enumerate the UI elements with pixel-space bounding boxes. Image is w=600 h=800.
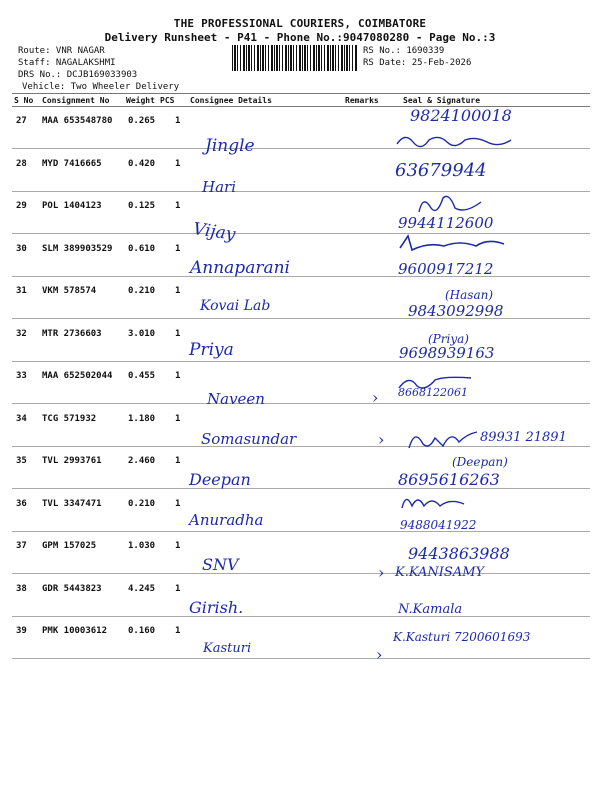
row-pcs: 1 — [175, 583, 181, 594]
row-weight: 0.420 — [128, 158, 156, 169]
barcode — [232, 45, 358, 71]
row-weight: 3.010 — [128, 328, 156, 339]
row-divider — [12, 488, 590, 489]
row-sno: 29 — [16, 201, 27, 211]
row-sno: 28 — [16, 158, 27, 169]
hw-name-12: Kasturi — [203, 641, 252, 656]
hw-phone-3: 9600917212 — [398, 260, 494, 278]
row-sno: 38 — [16, 583, 27, 594]
row-consignment-no: GPM 157025 — [42, 541, 97, 551]
row-divider — [12, 573, 590, 574]
table-row — [0, 193, 600, 233]
table-row — [0, 448, 600, 488]
row-weight: 1.030 — [128, 541, 156, 551]
hw-name-6: Naveen — [207, 390, 265, 408]
runsheet-subtitle: Delivery Runsheet - P41 - Phone No.:9047080280 - Page No.:3 — [104, 31, 496, 44]
row-pcs: 1 — [175, 286, 181, 296]
row-sno: 36 — [16, 498, 27, 509]
hw-name-2: Vijay — [191, 219, 237, 245]
row-divider — [12, 361, 590, 362]
vehicle-label: Vehicle: Two Wheeler Delivery — [22, 82, 180, 92]
table-row — [0, 533, 600, 573]
hw-note-0: (Hasan) — [445, 288, 494, 302]
col-weight: Weight — [126, 96, 155, 105]
remark-tick-mark: › — [378, 563, 385, 582]
staff-label: Staff: NAGALAKSHMI — [18, 58, 116, 68]
table-row — [0, 278, 600, 318]
row-divider — [12, 191, 590, 192]
col-pcs: PCS — [160, 96, 175, 105]
row-consignment-no: GDR 5443823 — [42, 583, 102, 594]
hw-phone-2: 9944112600 — [398, 214, 494, 232]
hw-name-5: Priya — [189, 340, 234, 360]
row-sno: 32 — [16, 328, 27, 339]
row-pcs: 1 — [175, 243, 181, 254]
row-weight: 2.460 — [128, 456, 156, 466]
col-remarks: Remarks — [345, 96, 379, 105]
hw-name-3: Annaparani — [190, 258, 290, 278]
hw-note-3: K.KANISAMY — [395, 565, 485, 580]
signature-scribble — [395, 372, 475, 392]
table-row — [0, 236, 600, 276]
row-consignment-no: MAA 652502044 — [42, 371, 113, 381]
row-consignment-no: MTR 2736603 — [42, 328, 102, 339]
row-sno: 37 — [16, 541, 27, 551]
hw-note-1: (Priya) — [428, 332, 469, 346]
row-pcs: 1 — [175, 413, 181, 424]
row-pcs: 1 — [175, 371, 181, 381]
remark-tick-mark: › — [372, 388, 379, 407]
route-label: Route: VNR NAGAR — [18, 46, 105, 56]
table-row — [0, 491, 600, 531]
row-sno: 39 — [16, 626, 27, 636]
hw-name-9: Anuradha — [189, 511, 264, 529]
row-divider — [12, 658, 590, 659]
row-sno: 35 — [16, 456, 27, 466]
hw-phone-12: K.Kasturi 7200601693 — [393, 630, 531, 644]
row-pcs: 1 — [175, 201, 181, 211]
row-weight: 4.245 — [128, 583, 156, 594]
row-weight: 1.180 — [128, 413, 156, 424]
col-consignment: Consignment No — [42, 96, 110, 105]
row-weight: 0.210 — [128, 286, 156, 296]
hw-name-8: Deepan — [189, 470, 251, 489]
signature-scribble — [395, 130, 515, 150]
hw-name-1: Hari — [202, 178, 236, 196]
row-divider — [12, 616, 590, 617]
table-row — [0, 151, 600, 191]
row-divider — [12, 531, 590, 532]
col-consignee: Consignee Details — [190, 96, 272, 105]
row-sno: 33 — [16, 371, 27, 381]
row-weight: 0.455 — [128, 371, 156, 381]
table-row — [0, 576, 600, 616]
row-weight: 0.610 — [128, 243, 156, 254]
drs-number: DRS No.: DCJB169033903 — [18, 70, 138, 80]
row-pcs: 1 — [175, 541, 181, 551]
hw-name-4: Kovai Lab — [200, 298, 271, 314]
row-consignment-no: VKM 578574 — [42, 286, 97, 296]
table-row — [0, 363, 600, 403]
signature-scribble — [415, 190, 485, 218]
hw-phone-10: 9443863988 — [408, 544, 510, 563]
row-weight: 0.210 — [128, 498, 156, 509]
row-pcs: 1 — [175, 456, 181, 466]
hw-phone-7: 89931 21891 — [480, 430, 567, 445]
row-sno: 27 — [16, 116, 27, 126]
header-rule-top — [12, 93, 590, 94]
remark-tick-mark: › — [376, 645, 383, 664]
hw-phone-0: 9824100018 — [410, 106, 512, 125]
hw-name-7: Somasundar — [201, 430, 297, 448]
hw-name-0: Jingle — [205, 136, 255, 156]
rs-number: RS No.: 1690339 — [363, 46, 445, 56]
row-divider — [12, 446, 590, 447]
row-weight: 0.160 — [128, 626, 156, 636]
row-sno: 30 — [16, 243, 27, 254]
company-title: THE PROFESSIONAL COURIERS, COIMBATORE — [173, 17, 427, 30]
row-pcs: 1 — [175, 626, 181, 636]
row-divider — [12, 276, 590, 277]
hw-phone-5: 9698939163 — [399, 344, 495, 362]
row-sno: 31 — [16, 286, 27, 296]
row-pcs: 1 — [175, 158, 181, 169]
row-consignment-no: SLM 389903529 — [42, 243, 113, 254]
col-seal: Seal & Signature — [403, 96, 481, 105]
row-pcs: 1 — [175, 498, 181, 509]
row-divider — [12, 403, 590, 404]
col-sno: S No — [14, 96, 34, 105]
row-weight: 0.265 — [128, 116, 156, 126]
hw-phone-11: N.Kamala — [398, 602, 463, 617]
row-consignment-no: TVL 2993761 — [42, 456, 102, 466]
row-sno: 34 — [16, 413, 27, 424]
hw-phone-1: 63679944 — [395, 160, 487, 181]
row-consignment-no: TVL 3347471 — [42, 498, 102, 509]
hw-phone-4: 9843092998 — [408, 302, 504, 320]
row-weight: 0.125 — [128, 201, 156, 211]
hw-note-2: (Deepan) — [452, 455, 508, 469]
row-pcs: 1 — [175, 328, 181, 339]
hw-name-10: SNV — [202, 555, 239, 574]
row-consignment-no: PMK 10003612 — [42, 626, 108, 636]
row-pcs: 1 — [175, 116, 181, 126]
hw-name-11: Girish. — [189, 598, 244, 617]
signature-scribble — [398, 232, 508, 254]
hw-phone-6: 8668122061 — [398, 386, 468, 399]
hw-phone-8: 8695616263 — [398, 470, 500, 489]
hw-phone-9: 9488041922 — [400, 518, 477, 532]
rs-date: RS Date: 25-Feb-2026 — [363, 58, 472, 68]
remark-tick-mark: › — [378, 430, 385, 449]
table-row — [0, 321, 600, 361]
signature-scribble — [398, 490, 468, 512]
row-consignment-no: POL 1404123 — [42, 201, 102, 211]
row-consignment-no: MAA 653548780 — [42, 116, 113, 126]
row-consignment-no: TCG 571932 — [42, 413, 97, 424]
signature-scribble — [405, 424, 480, 452]
row-consignment-no: MYD 7416665 — [42, 158, 102, 169]
